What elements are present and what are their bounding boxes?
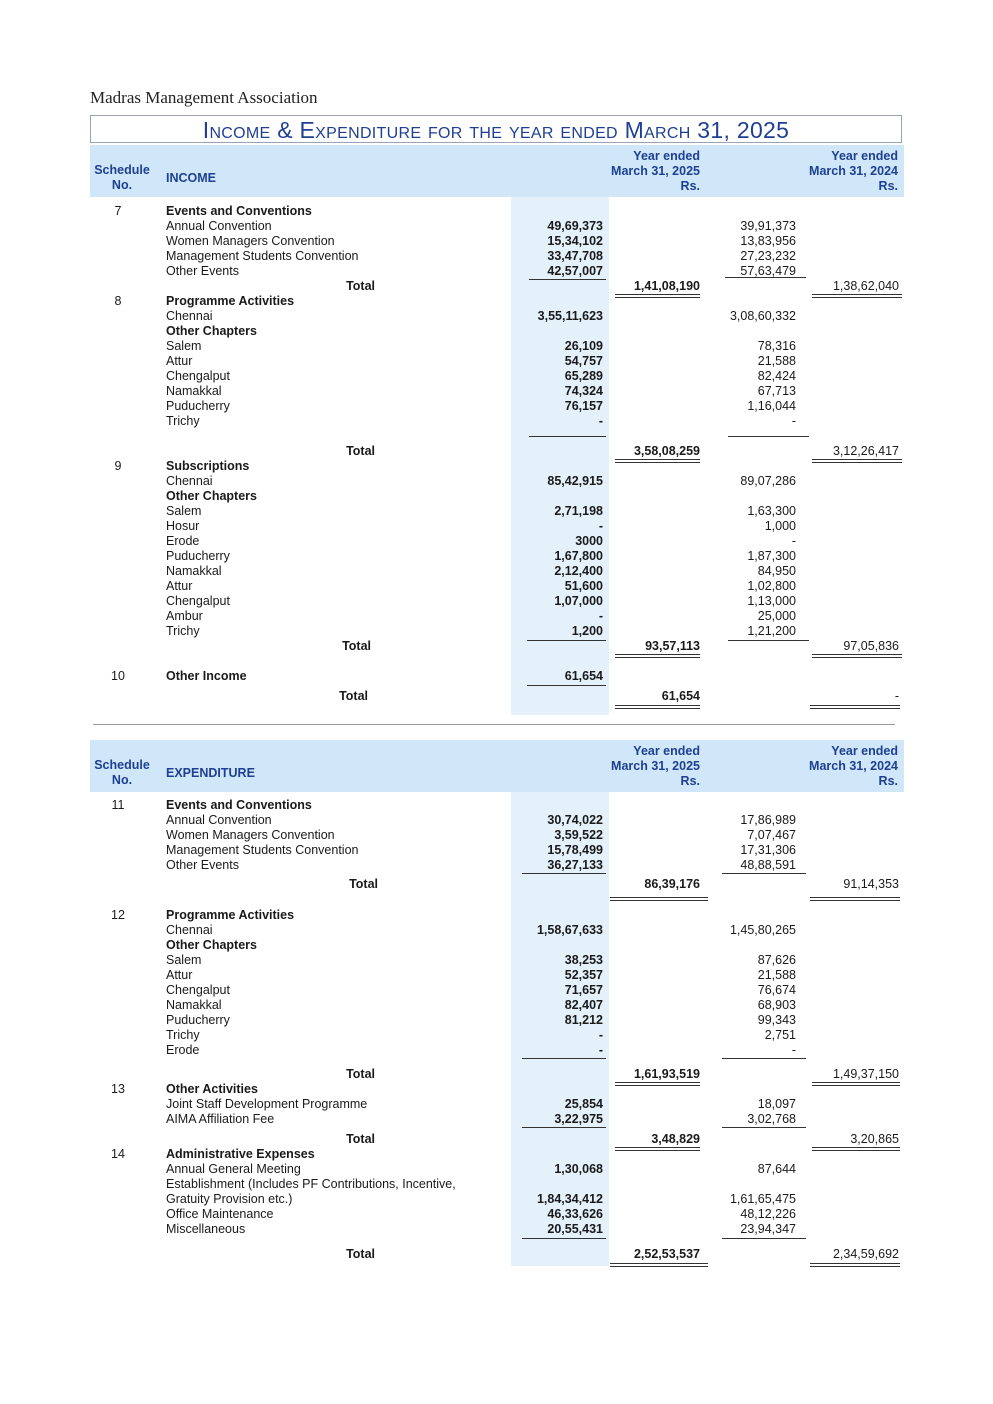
table-row: Chengalput 65,289 82,424 <box>166 369 796 383</box>
table-row: Puducherry 76,157 1,16,044 <box>166 399 796 413</box>
previous-year-header: Year ended March 31, 2024 Rs. <box>809 744 898 788</box>
table-row: Erode 3000 - <box>166 534 796 548</box>
table-row: Gratuity Provision etc.) 1,84,34,412 1,61,65,475 <box>166 1192 796 1206</box>
other-chapters-subheading: Other Chapters <box>166 938 257 952</box>
table-row: Annual Convention 30,74,022 17,86,989 <box>166 813 796 827</box>
other-chapters-subheading: Other Chapters <box>166 324 257 338</box>
table-row: Salem 26,109 78,316 <box>166 339 796 353</box>
table-row: Chengalput 71,657 76,674 <box>166 983 796 997</box>
table-row: Other Events 42,57,007 57,63,479 <box>166 264 796 278</box>
table-row: Salem 2,71,198 1,63,300 <box>166 504 796 518</box>
schedule-11-total-row: Total 86,39,176 91,14,353 <box>349 877 899 891</box>
table-row: Chennai 1,58,67,633 1,45,80,265 <box>166 923 796 937</box>
table-row: Chengalput 1,07,000 1,13,000 <box>166 594 796 608</box>
table-row: Attur 51,600 1,02,800 <box>166 579 796 593</box>
table-row: Office Maintenance 46,33,626 48,12,226 <box>166 1207 796 1221</box>
income-header <box>90 145 904 197</box>
schedule-14-heading: 14 Administrative Expenses <box>111 1147 315 1161</box>
expenditure-header <box>90 740 904 792</box>
schedule-no-header: Schedule No. <box>94 758 150 787</box>
table-row: Trichy - 2,751 <box>166 1028 796 1042</box>
table-row: Annual Convention 49,69,373 39,91,373 <box>166 219 796 233</box>
table-row: Chennai 3,55,11,623 3,08,60,332 <box>166 309 796 323</box>
current-year-header: Year ended March 31, 2025 Rs. <box>611 149 700 193</box>
table-row: Miscellaneous 20,55,431 23,94,347 <box>166 1222 796 1236</box>
schedule-11-heading: 11 Events and Conventions <box>111 798 312 812</box>
previous-year-header: Year ended March 31, 2024 Rs. <box>809 149 898 193</box>
table-row: Management Students Convention 33,47,708 27,23,232 <box>166 249 796 263</box>
schedule-12-heading: 12 Programme Activities <box>111 908 295 922</box>
table-row: Trichy - - <box>166 414 796 428</box>
table-row: Hosur - 1,000 <box>166 519 796 533</box>
schedule-14-total-row: Total 2,52,53,537 2,34,59,692 <box>346 1247 899 1261</box>
schedule-10-total-row: Total 61,654 - <box>339 689 899 703</box>
table-row: Puducherry 81,212 99,343 <box>166 1013 796 1027</box>
table-row: Women Managers Convention 15,34,102 13,83,956 <box>166 234 796 248</box>
expenditure-heading: EXPENDITURE <box>166 766 255 780</box>
table-row: Attur 54,757 21,588 <box>166 354 796 368</box>
organization-name: Madras Management Association <box>90 88 318 107</box>
page-title: Income & Expenditure for the year ended March 31, 2025 <box>90 115 902 143</box>
table-row: Other Events 36,27,133 48,88,591 <box>166 858 796 872</box>
schedule-8-heading: 8 Programme Activities <box>114 294 295 308</box>
schedule-10-row: 10 Other Income 61,654 <box>111 669 603 683</box>
schedule-13-heading: 13 Other Activities <box>111 1082 258 1096</box>
schedule-13-total-row: Total 3,48,829 3,20,865 <box>346 1132 899 1146</box>
other-chapters-subheading: Other Chapters <box>166 489 257 503</box>
table-row: Annual General Meeting 1,30,068 87,644 <box>166 1162 796 1176</box>
table-row: Namakkal 2,12,400 84,950 <box>166 564 796 578</box>
section-divider <box>93 724 895 725</box>
table-row: Women Managers Convention 3,59,522 7,07,467 <box>166 828 796 842</box>
table-row: Trichy 1,200 1,21,200 <box>166 624 796 638</box>
table-row: Namakkal 82,407 68,903 <box>166 998 796 1012</box>
schedule-8-total-row: Total 3,58,08,259 3,12,26,417 <box>346 444 899 458</box>
schedule-9-total-row: Total 93,57,113 97,05,836 <box>342 639 899 653</box>
table-row: Puducherry 1,67,800 1,87,300 <box>166 549 796 563</box>
table-row: Attur 52,357 21,588 <box>166 968 796 982</box>
schedule-12-total-row: Total 1,61,93,519 1,49,37,150 <box>346 1067 899 1081</box>
schedule-9-heading: 9 Subscriptions <box>114 459 250 473</box>
table-row: Management Students Convention 15,78,499 17,31,306 <box>166 843 796 857</box>
table-row: Joint Staff Development Programme 25,854 18,097 <box>166 1097 796 1111</box>
table-row: Ambur - 25,000 <box>166 609 796 623</box>
table-row: Namakkal 74,324 67,713 <box>166 384 796 398</box>
table-row: Erode - - <box>166 1043 796 1057</box>
table-row: Establishment (Includes PF Contributions, Incentive, <box>166 1177 456 1191</box>
current-year-header: Year ended March 31, 2025 Rs. <box>611 744 700 788</box>
schedule-no-header: Schedule No. <box>94 163 150 192</box>
schedule-7-heading: 7 Events and Conventions <box>114 204 312 218</box>
income-heading: INCOME <box>166 171 216 185</box>
table-row: Chennai 85,42,915 89,07,286 <box>166 474 796 488</box>
table-row: Salem 38,253 87,626 <box>166 953 796 967</box>
schedule-7-total-row: Total 1,41,08,190 1,38,62,040 <box>346 279 899 293</box>
table-row: AIMA Affiliation Fee 3,22,975 3,02,768 <box>166 1112 796 1126</box>
